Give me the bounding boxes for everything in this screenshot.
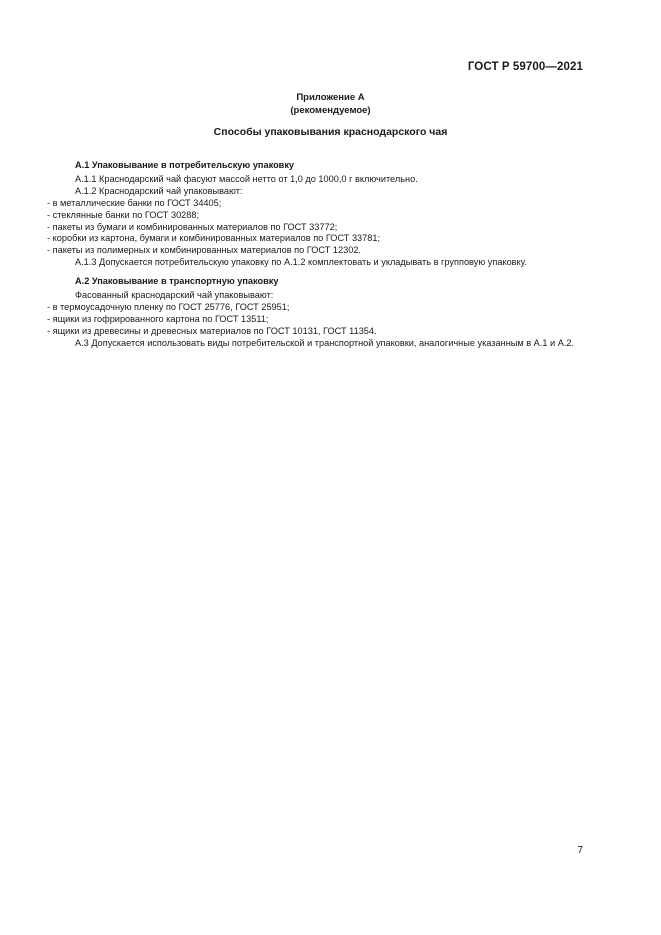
list-item: - коробки из картона, бумаги и комбинированных материалов по ГОСТ 33781; — [47, 233, 381, 244]
list-item: - пакеты из полимерных и комбинированных материалов по ГОСТ 12302. — [47, 245, 361, 256]
appendix-block — [0, 91, 661, 117]
list-item: - ящики из древесины и древесных материалов по ГОСТ 10131, ГОСТ 11354. — [47, 325, 377, 336]
paragraph: А.1.1 Краснодарский чай фасуют массой нетто от 1,0 до 1000,0 г включительно. — [75, 173, 418, 184]
document-body — [47, 160, 583, 350]
list-item: - стеклянные банки по ГОСТ 30288; — [47, 209, 200, 220]
list-item: - ящики из гофрированного картона по ГОСТ 13511; — [47, 313, 269, 324]
list-item: - в металлические банки по ГОСТ 34405; — [47, 197, 222, 208]
paragraph: А.1.3 Допускается потребительскую упаковку по А.1.2 комплектовать и укладывать в групповую упаковку. — [75, 257, 527, 268]
appendix-status: (рекомендуемое) — [290, 105, 371, 116]
list-item: - в термоусадочную пленку по ГОСТ 25776, ГОСТ 25951; — [47, 301, 290, 312]
section-heading: А.2 Упаковывание в транспортную упаковку — [75, 276, 279, 287]
paragraph: А.1.2 Краснодарский чай упаковывают: — [75, 185, 243, 196]
appendix-title: Способы упаковывания краснодарского чая — [213, 126, 448, 138]
section-a2 — [47, 276, 583, 349]
section-heading: А.1 Упаковывание в потребительскую упаковку — [75, 160, 295, 170]
final-paragraph: А.3 Допускается использовать виды потребительской и транспортной упаковки, аналогичные указанным в А.1 и А.2. — [75, 337, 575, 348]
paragraph: Фасованный краснодарский чай упаковывают: — [75, 290, 274, 301]
document-standard-code: ГОСТ Р 59700—2021 — [467, 61, 583, 73]
page-number: 7 — [577, 845, 583, 856]
appendix-label: Приложение А — [296, 92, 365, 103]
section-a1 — [47, 160, 583, 269]
list-item: - пакеты из бумаги и комбинированных материалов по ГОСТ 33772; — [47, 221, 338, 232]
